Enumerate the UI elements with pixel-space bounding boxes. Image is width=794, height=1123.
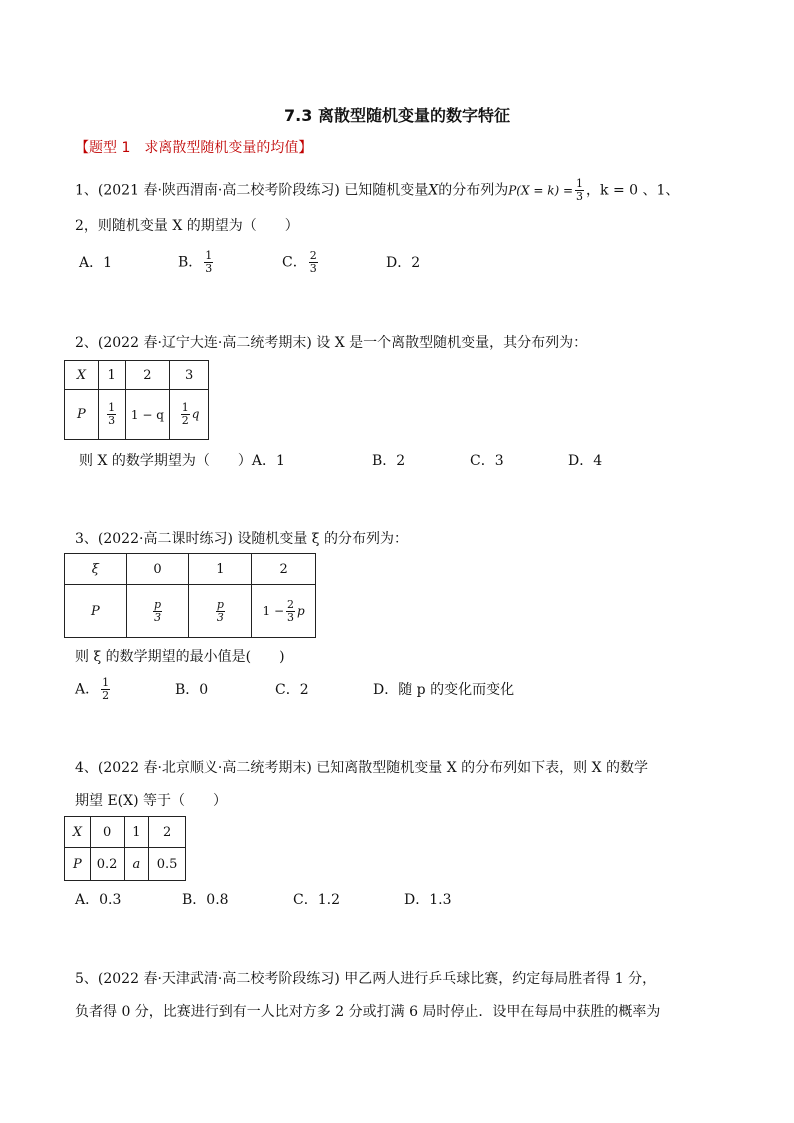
question-4-stem-cont: 期望 E(X) 等于（ ）: [75, 793, 228, 809]
question-3-stem: 3、(2022·高二课时练习) 设随机变量 ξ 的分布列为：: [75, 531, 408, 547]
question-2-after: 则 X 的数学期望为（ ）A．1: [79, 453, 285, 469]
question-5-stem: 5、(2022 春·天津武清·高二校考阶段练习) 甲乙两人进行乒乓球比赛，约定每局胜者得 1 分，: [75, 971, 657, 987]
distribution-table-3: ξ 0 1 2 P $\frac{p}{3}$ $\frac{p}{3}$ 1 − $\frac{2}{3}$ p: [64, 553, 316, 638]
section-heading: 【题型 1 求离散型随机变量的均值】: [75, 140, 313, 156]
option-d: D．1.3: [404, 892, 452, 908]
option-a: A． $\frac{1}{2}$: [75, 676, 110, 702]
option-c: C．3: [470, 453, 504, 469]
page-title: 7.3 离散型随机变量的数字特征: [284, 106, 510, 125]
option-b: B．2: [372, 453, 406, 469]
option-d: D．4: [568, 453, 603, 469]
question-3-after: 则 ξ 的数学期望的最小值是( ): [75, 649, 285, 665]
option-b: B． $\frac{1}{3}$: [178, 249, 213, 275]
option-b: B．0: [175, 682, 209, 698]
fraction: $\frac{1}{3}$: [576, 177, 584, 203]
question-5-stem-cont: 负者得 0 分，比赛进行到有一人比对方多 2 分或打满 6 局时停止．设甲在每局中获胜的概率为: [75, 1004, 661, 1020]
distribution-table-2: X 1 2 3 P $\frac{1}{3}$ 1 − q $\frac{1}{2}$ q: [64, 360, 209, 440]
option-d: D．随 p 的变化而变化: [373, 682, 515, 698]
option-d: D．2: [386, 255, 421, 271]
distribution-table-4: X 0 1 2 P 0.2 a 0.5: [64, 816, 186, 881]
option-c: C．2: [275, 682, 309, 698]
option-a: A．1: [79, 255, 113, 271]
question-1-stem-cont: 2，则随机变量 X 的期望为（ ）: [75, 218, 299, 234]
question-1-stem: 1、(2021 春·陕西渭南·高二校考阶段练习) 已知随机变量X的分布列为P(X = k) = $\frac{1}{3}$ ，k = 0 、1、: [75, 177, 680, 203]
question-2-stem: 2、(2022 春·辽宁大连·高二统考期末) 设 X 是一个离散型随机变量，其分布列为：: [75, 335, 588, 351]
option-c: C．1.2: [293, 892, 340, 908]
question-4-stem: 4、(2022 春·北京顺义·高二统考期末) 已知离散型随机变量 X 的分布列如下表，则 X 的数学: [75, 760, 648, 776]
option-a: A．0.3: [75, 892, 122, 908]
formula: P(X = k) =: [508, 183, 574, 198]
option-c: C． $\frac{2}{3}$: [282, 249, 317, 275]
option-b: B．0.8: [182, 892, 229, 908]
